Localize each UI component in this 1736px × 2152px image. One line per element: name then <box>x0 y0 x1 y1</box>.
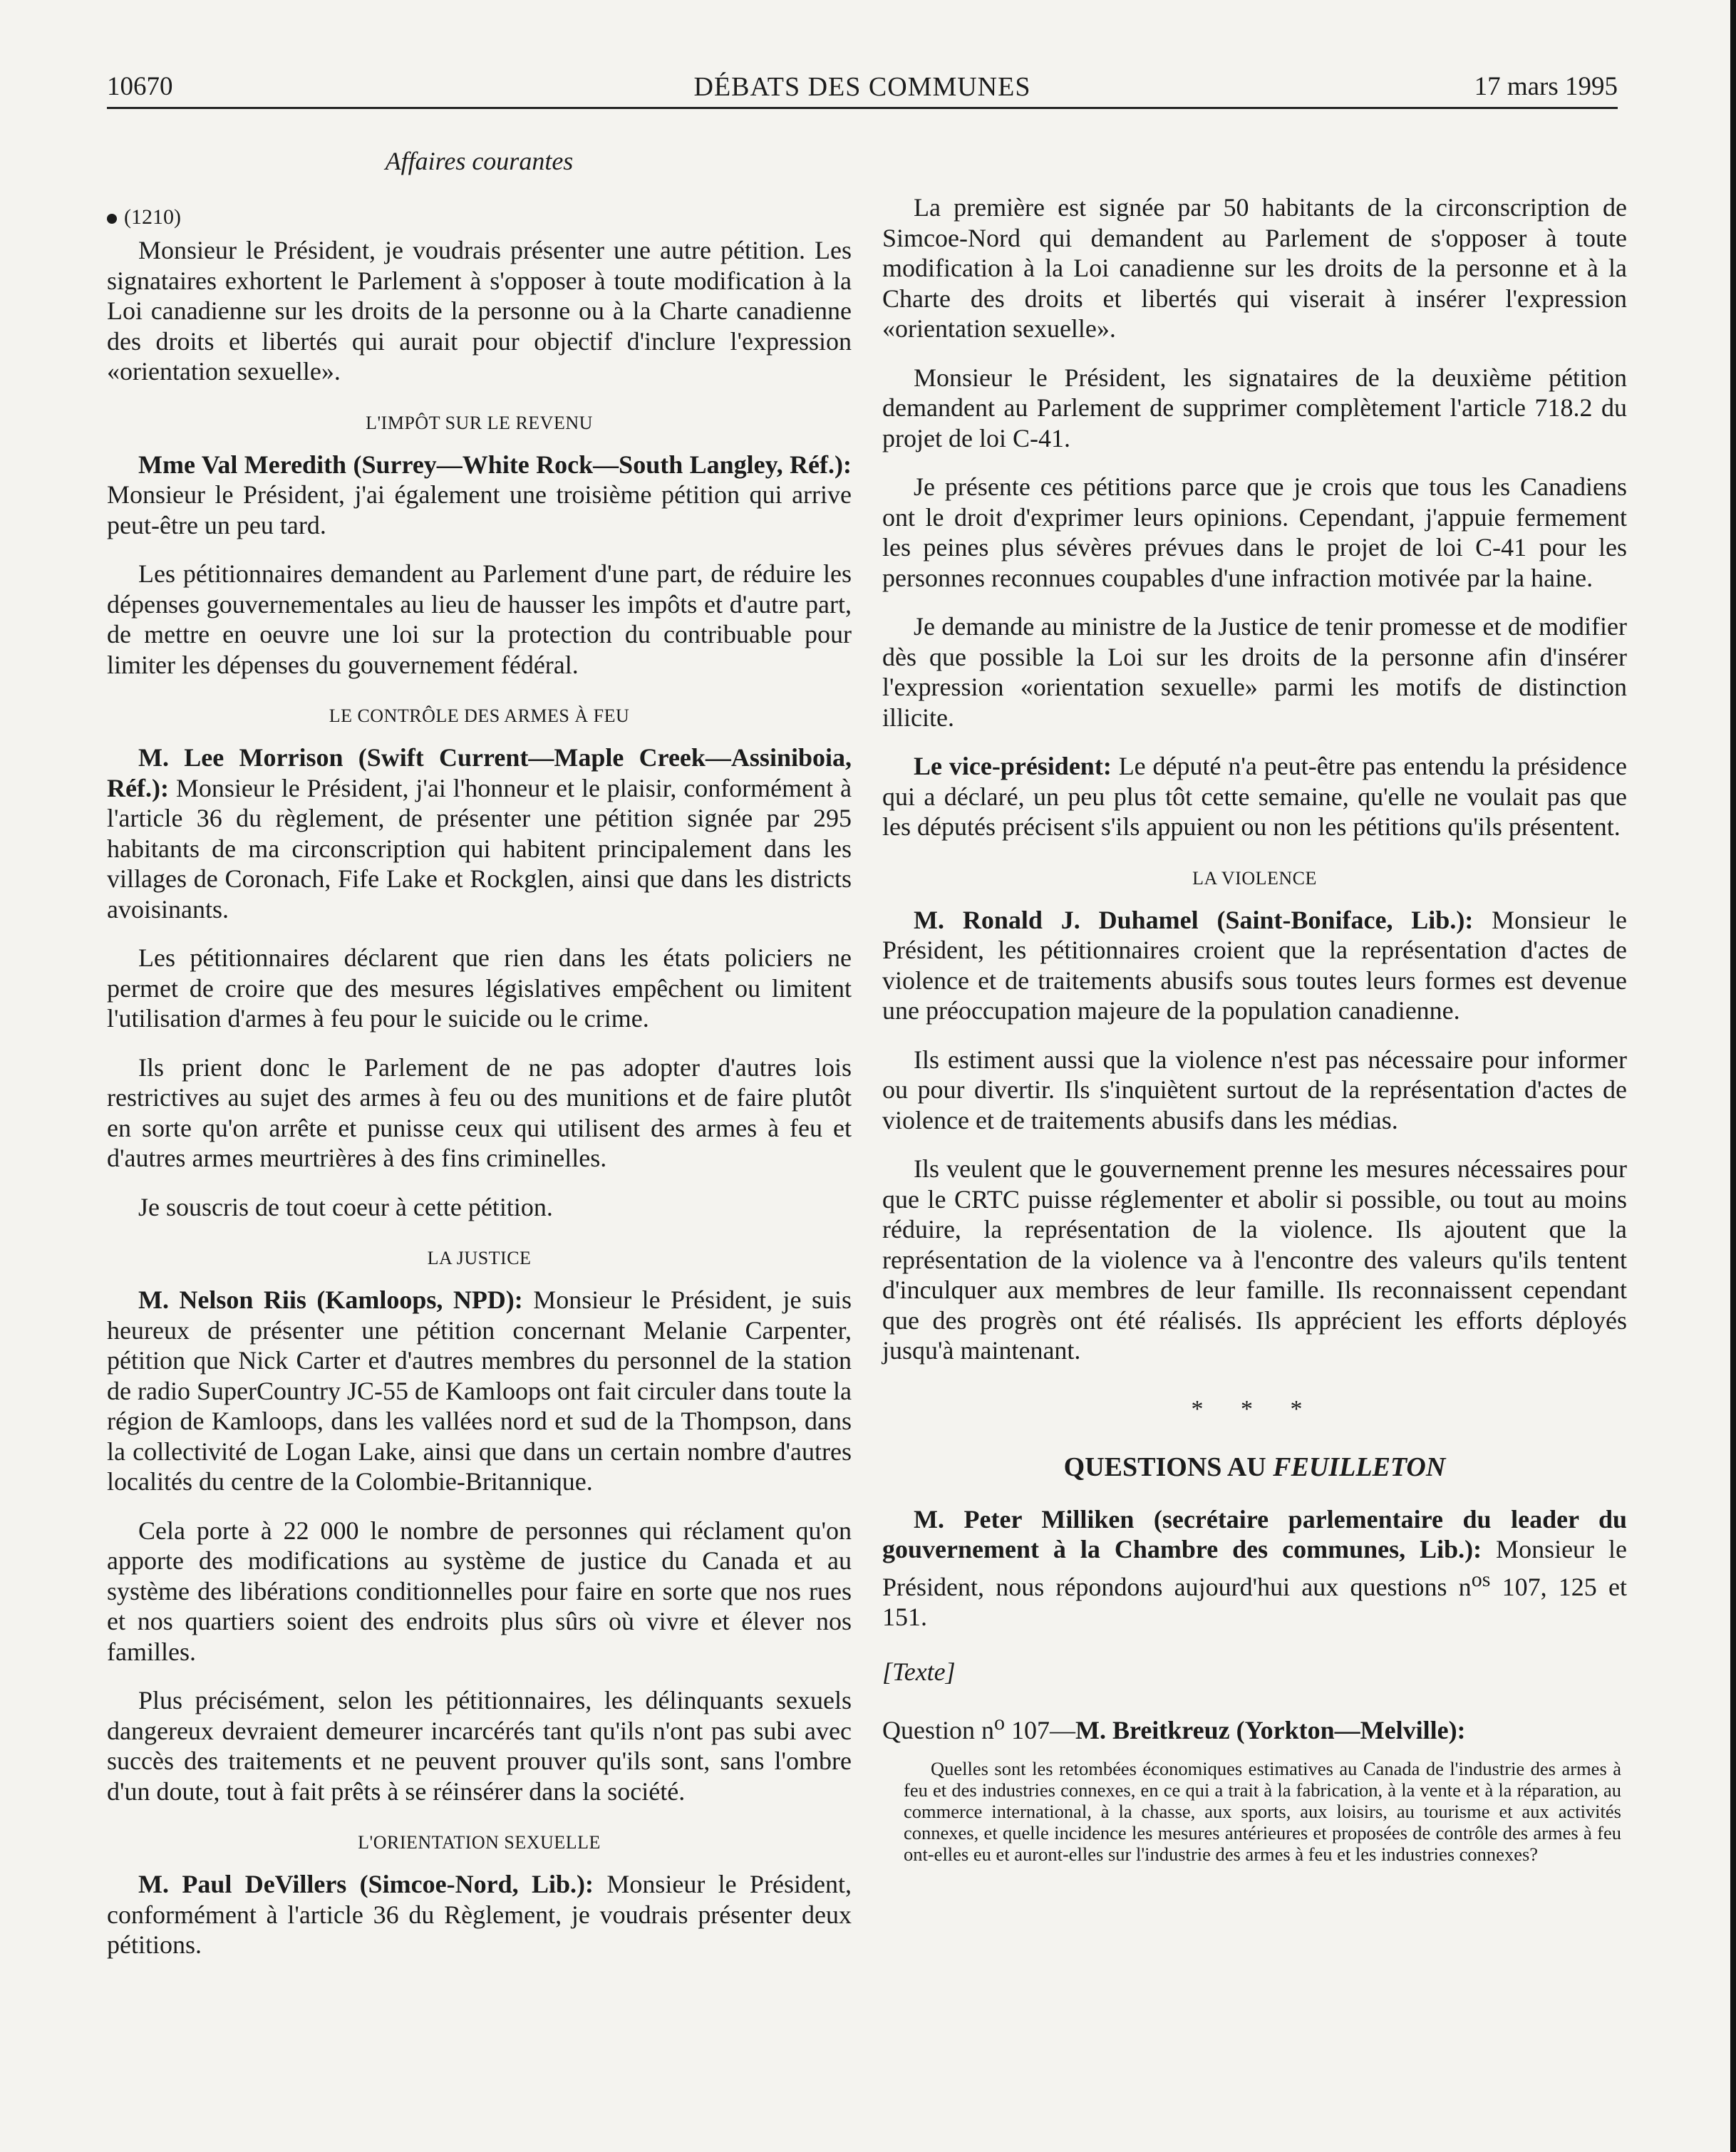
section-heading <box>882 1452 1627 1483</box>
speech-text: Monsieur le Président, je suis heureux de présenter une pétition concernant Melanie Carpenter, pétition que Nick Carter et d'autres membres du personnel de la station de radio SuperCountry JC-55 de Kamloops ont fait circuler dans toute la région de Kamloops, dans les vallées nord et sud de la Thompson, dans la collectivité de Logan Lake, ainsi que dans un certain nombre d'autres localités du centre de la Colombie-Britannique. <box>107 1285 852 1496</box>
speech-text: Monsieur le Président, nous répondons aujourd'hui aux questions n <box>882 1535 1627 1601</box>
page-number: 10670 <box>107 72 173 101</box>
speech-text: Monsieur le Président, les pétitionnaires croient que la représentation d'actes de violence et de traitements abusifs sous toutes leurs formes est devenue une préoccupation majeure de la population canadienne. <box>882 905 1627 1025</box>
paragraph: Je demande au ministre de la Justice de tenir promesse et de modifier dès que possible la Loi sur les droits de la personne afin d'insérer l'expression «orientation sexuelle» parmi les motifs de distinction illicite. <box>882 612 1627 732</box>
text-marker: [Texte] <box>882 1657 956 1686</box>
paragraph: Les pétitionnaires déclarent que rien dans les états policiers ne permet de croire que des mesures législatives empêchent ou limitent l'utilisation d'armes à feu pour le suicide ou le crime. <box>107 943 852 1033</box>
speech-text: Monsieur le Président, j'ai également une troisième pétition qui arrive peut-être un peu tard. <box>107 480 852 539</box>
paragraph: Monsieur le Président, les signataires de la deuxième pétition demandent au Parlement de supprimer complètement l'article 718.2 du projet de loi C-41. <box>882 363 1627 452</box>
section-label: Affaires courantes <box>385 147 574 175</box>
section-heading-text: QUESTIONS AU <box>1063 1452 1273 1482</box>
subject-heading: L'IMPÔT SUR LE REVENU <box>366 412 593 433</box>
speech-text: Le député n'a peut-être pas entendu la présidence qui a déclaré, un peu plus tôt cette semaine, qu'elle ne voulait pas que les députés précisent s'ils appuient ou non les pétitions qu'ils présentent. <box>882 752 1627 841</box>
paragraph: Plus précisément, selon les pétitionnaires, les délinquants sexuels dangereux devraient demeurer incarcérés tant qu'ils n'ont pas subi avec succès des traitements et ne peuvent prouver qu'ils sont, sans l'ombre d'un doute, tout à fait prêts à se réinsérer dans la société. <box>107 1686 852 1806</box>
paragraph: Je souscris de tout coeur à cette pétition. <box>138 1192 553 1221</box>
paragraph: Ils estiment aussi que la violence n'est pas nécessaire pour informer ou pour divertir. Ils s'inquiètent surtout de la représentation d'actes de violence et de traitements abusifs dans les médias. <box>882 1045 1627 1134</box>
paragraph <box>882 1504 1627 1633</box>
paragraph: Ils veulent que le gouvernement prenne les mesures nécessaires pour que le CRTC puisse réglementer et abolir si possible, ou tout au moins réduire, la représentation de la violence. Ils ajoutent que la représentation de la violence va à l'encontre des valeurs qu'ils tentent d'inculquer aux membres de leur famille. Ils reconnaissent cependant que des progrès ont été réalisés. Ils apprécient les efforts déployés jusqu'à maintenant. <box>882 1154 1627 1365</box>
question-number: 107— <box>1005 1715 1075 1744</box>
paragraph <box>107 743 852 924</box>
paragraph: Ils prient donc le Parlement de ne pas adopter d'autres lois restrictives au sujet des armes à feu ou des munitions et de faire plutôt en sorte qu'on arrête et punisse ceux qui utilisent des armes à feu et d'autres armes meurtrières à des fins criminelles. <box>107 1052 852 1172</box>
subject-heading: LA JUSTICE <box>427 1248 532 1268</box>
paragraph: Les pétitionnaires demandent au Parlement d'une part, de réduire les dépenses gouvernementales au lieu de hausser les impôts et d'autre part, de mettre en oeuvre une loi sur la protection du contribuable pour limiter les dépenses du gouvernement fédéral. <box>107 559 852 679</box>
speaker-name: M. Ronald J. Duhamel (Saint-Boniface, Lib.): <box>914 905 1474 934</box>
header-title: DÉBATS DES COMMUNES <box>693 72 1031 102</box>
section-heading-italic: FEUILLETON <box>1273 1452 1446 1482</box>
superscript: os <box>1471 1567 1491 1591</box>
speaker-name: M. Breitkreuz (Yorkton—Melville): <box>1075 1715 1466 1744</box>
speaker-name: M. Nelson Riis (Kamloops, NPD): <box>138 1285 523 1314</box>
superscript: o <box>994 1710 1005 1734</box>
time-marker <box>107 205 852 229</box>
paragraph <box>107 450 852 541</box>
paragraph <box>882 905 1627 1026</box>
paragraph: Je présente ces pétitions parce que je crois que tous les Canadiens ont le droit d'exprimer leurs opinions. Cependant, j'appuie fermement les peines plus sévères prévues dans le projet de loi C-41 pour les personnes reconnues coupables d'une infraction motivée par la haine. <box>882 472 1627 592</box>
speaker-name: M. Peter Milliken (secrétaire parlementaire du leader du gouvernement à la Chambre des communes, Lib.): <box>882 1504 1627 1563</box>
question-prefix: Question n <box>882 1715 994 1744</box>
speech-text: Monsieur le Président, j'ai l'honneur et le plaisir, conformément à l'article 36 du règlement, de présenter une pétition signée par 295 habitants de ma circonscription qui habitent principalement dans les villages de Coronach, Fife Lake et Rockglen, ainsi que dans les districts avoisinants. <box>107 773 852 924</box>
speaker-name: M. Paul DeVillers (Simcoe-Nord, Lib.): <box>138 1870 594 1898</box>
header-date: 17 mars 1995 <box>1474 72 1618 101</box>
speech-text: Monsieur le Président, conformément à l'article 36 du Règlement, je voudrais présenter deux pétitions. <box>107 1870 852 1959</box>
speech-text: 107, 125 et 151. <box>882 1572 1627 1631</box>
header-rule <box>107 107 1618 109</box>
paragraph <box>882 751 1627 842</box>
speaker-name: M. Lee Morrison (Swift Current—Maple Creek—Assiniboia, Réf.): <box>107 743 852 802</box>
paragraph: Cela porte à 22 000 le nombre de personnes qui réclament qu'on apporte des modifications au système de justice du Canada et au système des libérations conditionnelles pour faire en sorte que nos rues et nos quartiers soient des endroits plus sûrs où vivre et élever nos familles. <box>107 1516 852 1666</box>
page-edge <box>1730 0 1736 2152</box>
paragraph: La première est signée par 50 habitants de la circonscription de Simcoe-Nord qui demandent au Parlement de s'opposer à toute modification à la Loi canadienne sur les droits de la personne et à la Charte des droits et libertés qui viserait à insérer l'expression «orientation sexuelle». <box>882 193 1627 343</box>
bullet-icon <box>107 214 117 224</box>
speaker-name: Mme Val Meredith (Surrey—White Rock—South Langley, Réf.): <box>138 450 852 479</box>
paragraph <box>107 1869 852 1960</box>
question-heading <box>882 1711 1627 1745</box>
right-column <box>882 192 1627 1865</box>
question-body: Quelles sont les retombées économiques estimatives au Canada de l'industrie des armes à feu et des industries connexes, en ce qui a trait à la fabrication, à la vente et à la réparation, au commerce international, à la chasse, aux sports, aux loisirs, au tourisme et aux activités connexes, et quelle incidence les mesures antérieures et proposées de contrôle des armes à feu ont-elles eu et auront-elles sur l'industrie des armes à feu et les industries connexes? <box>904 1757 1621 1865</box>
left-column <box>107 200 852 1979</box>
time-marker-text: (1210) <box>124 205 181 229</box>
subject-heading: L'ORIENTATION SEXUELLE <box>358 1832 601 1853</box>
subject-heading: LA VIOLENCE <box>1192 867 1317 889</box>
paragraph: Monsieur le Président, je voudrais présenter une autre pétition. Les signataires exhortent le Parlement à s'opposer à toute modification à la Loi canadienne sur les droits de la personne ou à la Charte canadienne des droits et libertés qui aurait pour objectif d'inclure l'expression «orientation sexuelle». <box>107 236 852 386</box>
section-separator: * * * <box>1191 1395 1318 1422</box>
subject-heading: LE CONTRÔLE DES ARMES À FEU <box>329 705 630 726</box>
paragraph <box>107 1285 852 1497</box>
speaker-name: Le vice-président: <box>914 752 1112 780</box>
